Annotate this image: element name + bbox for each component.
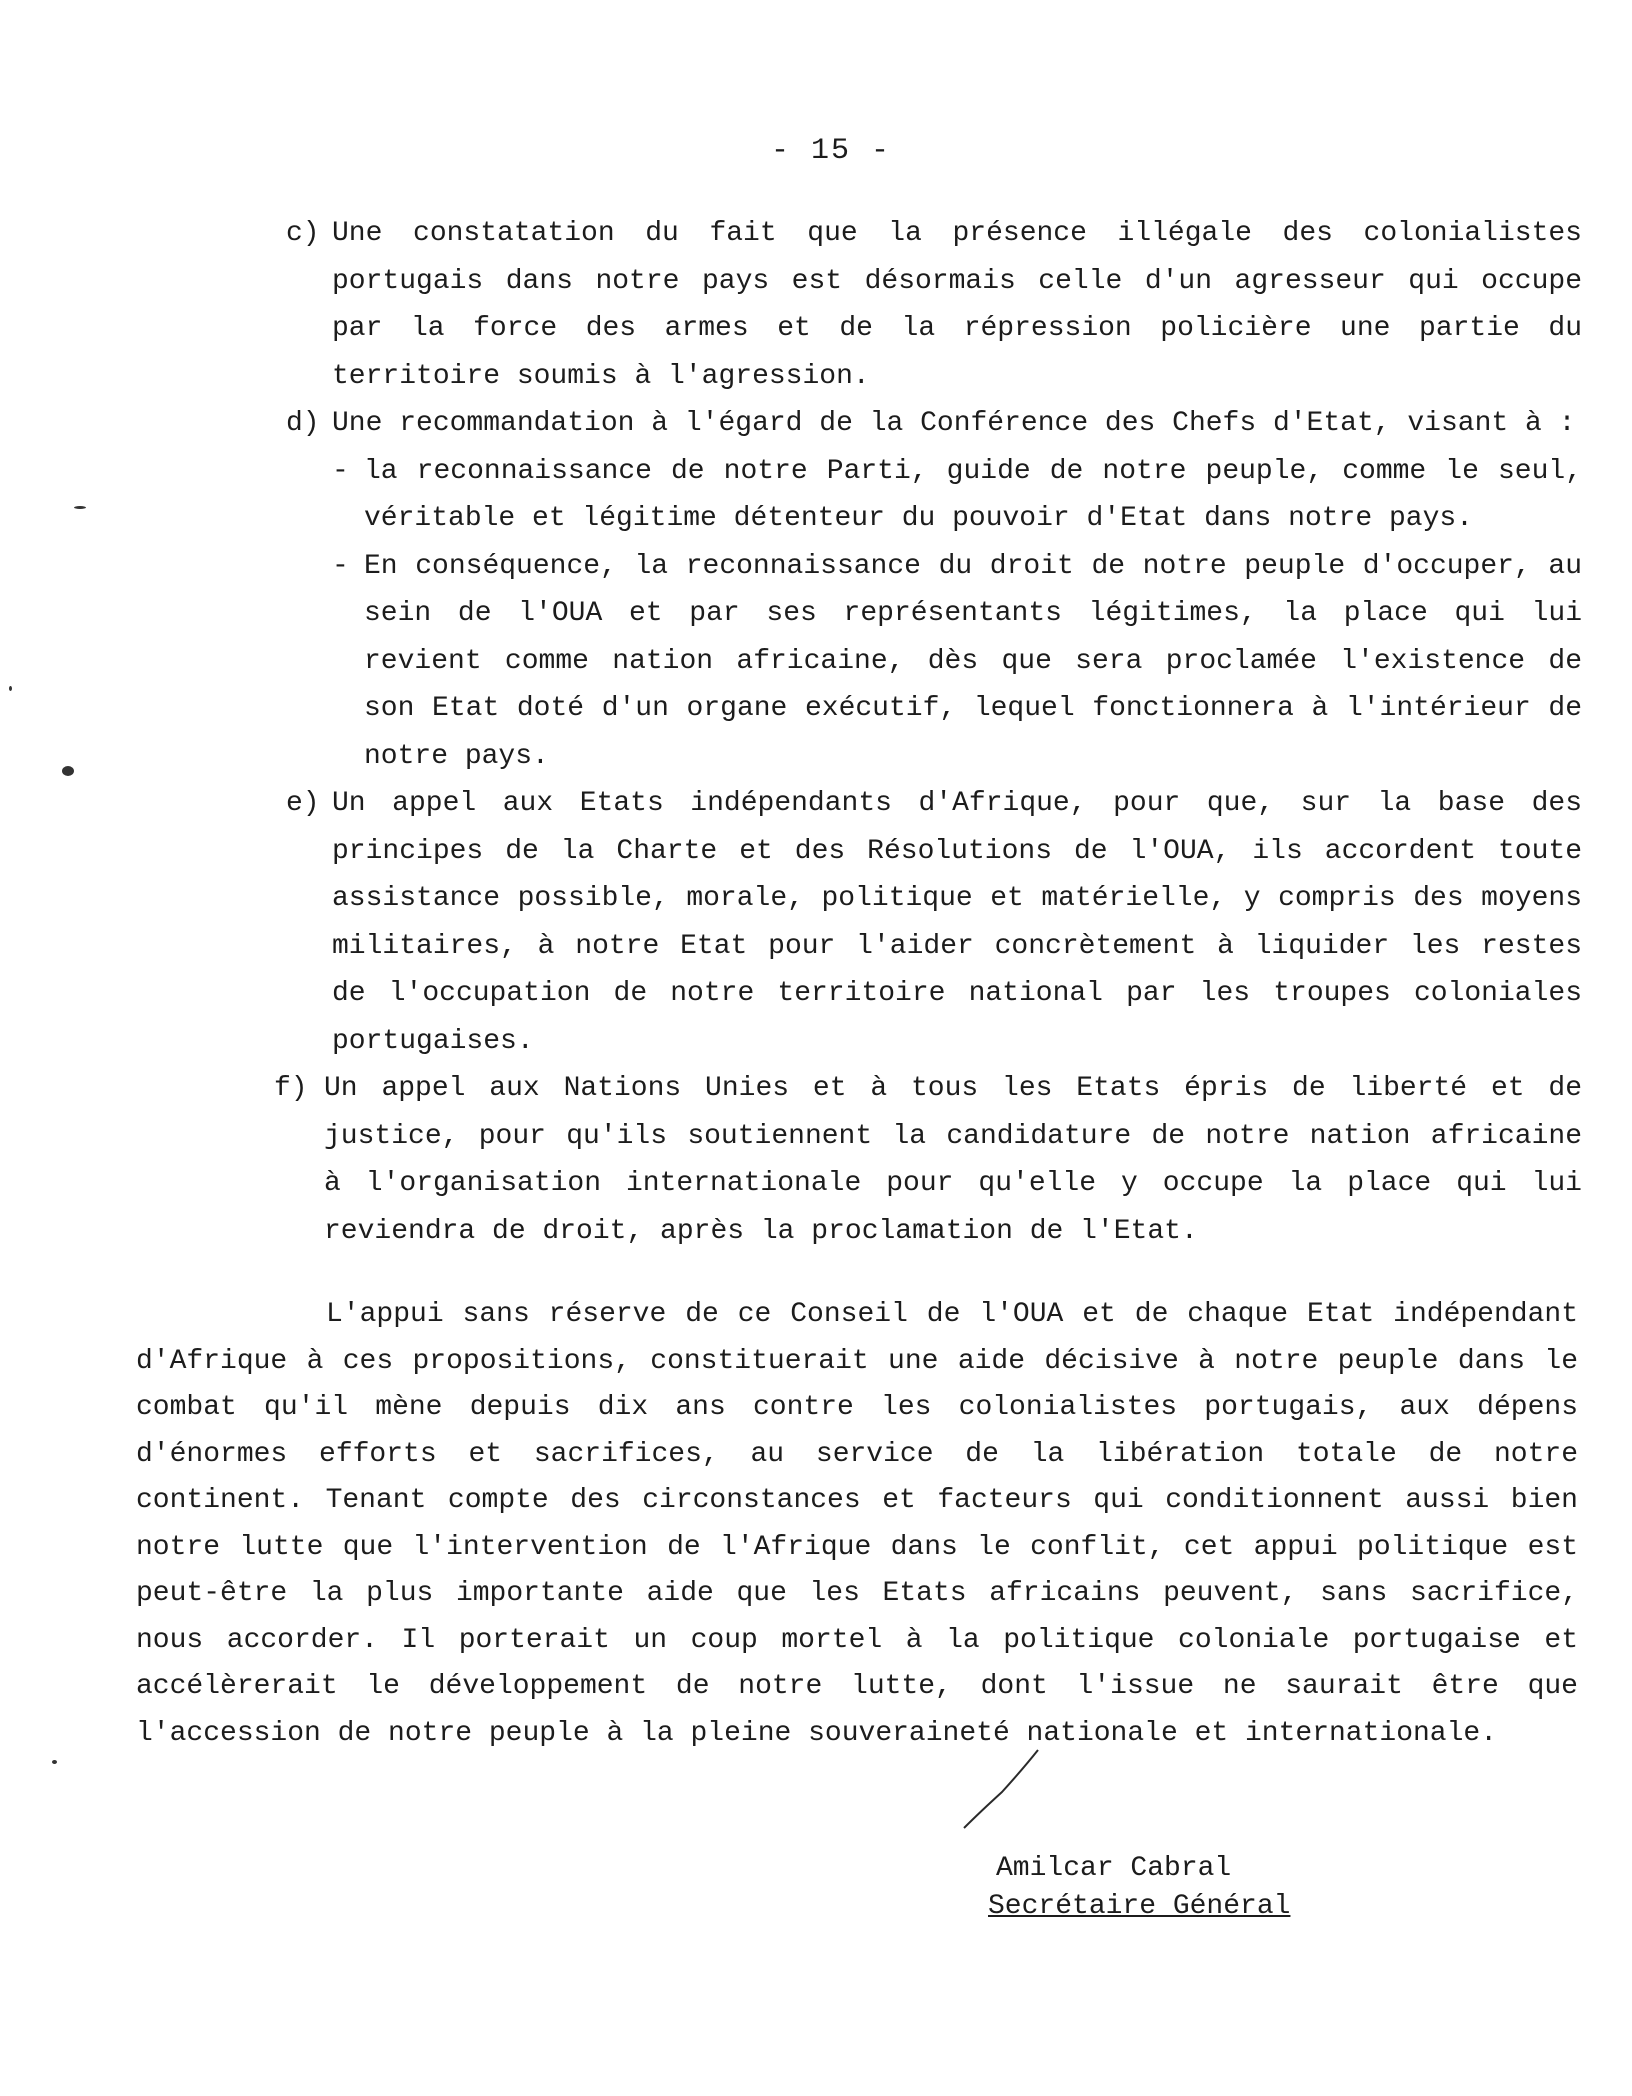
- item-text: Une constatation du fait que la présence illégale des colonialistes portugais dans notre pays est désormais celle d'un agresseur qui occupe par la force des armes et de la répression policière une partie du territoire soumis à l'agression.: [332, 218, 1582, 392]
- sub-item: [332, 543, 1582, 781]
- item-marker: f): [274, 1073, 308, 1104]
- signatory-name: Amilcar Cabral: [996, 1853, 1232, 1884]
- dash-bullet: -: [332, 455, 349, 487]
- sub-item-text: la reconnaissance de notre Parti, guide de notre peuple, comme le seul, véritable et légitime détenteur du pouvoir d'Etat dans notre pays.: [364, 455, 1582, 534]
- item-marker: d): [286, 408, 320, 439]
- scan-speck: [52, 1760, 57, 1764]
- signatory-title: Secrétaire Général: [988, 1891, 1291, 1922]
- item-text: Un appel aux Etats indépendants d'Afrique, pour que, sur la base des principes de la Charte et des Résolutions de l'OUA, ils accordent toute assistance possible, morale, politique et matérielle, y compris des moyens militaires, à notre Etat pour l'aider concrètement à liquider les restes de l'occupation de notre territoire national par les troupes coloniales portugaises.: [332, 788, 1582, 1057]
- signature-stroke: [962, 1748, 1042, 1830]
- item-marker: e): [286, 788, 320, 819]
- scan-speck: [62, 766, 74, 776]
- item-marker: c): [286, 218, 320, 249]
- dash-bullet: -: [332, 550, 349, 582]
- signature-block: [988, 1850, 1291, 1926]
- proposals-list: [274, 210, 1582, 1255]
- scan-speck: [9, 686, 12, 691]
- list-item-d: [282, 400, 1582, 780]
- sub-item-text: En conséquence, la reconnaissance du droit de notre peuple d'occuper, au sein de l'OUA et par ses représentants légitimes, la place qui lui revient comme nation africaine, dès que sera proclamée l'existence de son Etat doté d'un organe exécutif, lequel fonctionnera à l'intérieur de notre pays.: [364, 550, 1582, 772]
- item-text: Un appel aux Nations Unies et à tous les Etats épris de liberté et de justice, pour qu'ils soutiennent la candidature de notre nation africaine à l'organisation internationale pour qu'elle y occupe la place qui lui reviendra de droit, après la proclamation de l'Etat.: [324, 1073, 1582, 1247]
- closing-paragraph: L'appui sans réserve de ce Conseil de l'OUA et de chaque Etat indépendant d'Afrique à ces propositions, constituerait une aide décisive à notre peuple dans le combat qu'il mène depuis dix ans contre les colonialistes portugais, aux dépens d'énormes efforts et sacrifices, au service de la libération totale de notre continent. Tenant compte des circonstances et facteurs qui conditionnent aussi bien notre lutte que l'intervention de l'Afrique dans le conflit, cet appui politique est peut-être la plus importante aide que les Etats africains peuvent, sans sacrifice, nous accorder. Il porterait un coup mortel à la politique coloniale portugaise et accélèrerait le développement de notre lutte, dont l'issue ne saurait être que l'accession de notre peuple à la pleine souveraineté nationale et internationale.: [136, 1299, 1578, 1749]
- page-number: - 15 -: [770, 134, 892, 168]
- sub-item: [332, 448, 1582, 543]
- list-item-c: [282, 210, 1582, 400]
- item-text: Une recommandation à l'égard de la Conférence des Chefs d'Etat, visant à :: [332, 408, 1576, 439]
- list-item-e: [282, 780, 1582, 1065]
- scan-speck: [74, 506, 86, 509]
- list-item-f: [274, 1065, 1582, 1255]
